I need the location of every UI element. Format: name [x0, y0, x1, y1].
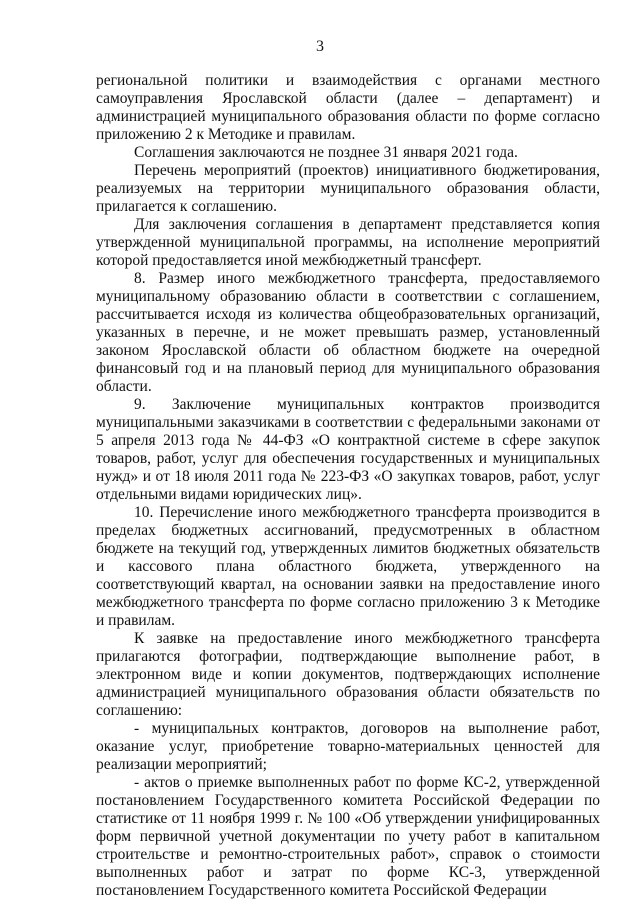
paragraph-continuation: региональной политики и взаимодействия с органами местного самоуправления Ярославской области (далее – департамент) и администрацией муниципального образования области по форме согласно приложению 2 к Методике и правилам.: [96, 72, 600, 143]
document-body: [96, 72, 600, 900]
paragraph-item-8: 8. Размер иного межбюджетного трансферта, предоставляемого муниципальному образованию области в соответствии с соглашением, рассчитывается исходя из количества общеобразовательных организаций, указанных в перечне, и не может превышать размер, установленный законом Ярославской области об областном бюджете на очередной финансовый год и на плановый период для муниципального образования области.: [96, 270, 600, 395]
paragraph-item-10: 10. Перечисление иного межбюджетного трансферта производится в пределах бюджетных ассигнований, предусмотренных в областном бюджете на текущий год, утвержденных лимитов бюджетных обязательств и кассового плана областного бюджета, утвержденного на соответствующий квартал, на основании заявки на предоставление иного межбюджетного трансферта по форме согласно приложению 3 к Методике и правилам.: [96, 504, 600, 629]
paragraph-project-list: Перечень мероприятий (проектов) инициативного бюджетирования, реализуемых на территории муниципального образования области, прилагается к соглашению.: [96, 162, 600, 215]
paragraph-application-attachments: К заявке на предоставление иного межбюджетного трансферта прилагаются фотографии, подтверждающие выполнение работ, в электронном виде и копии документов, подтверждающих исполнение администрацией муниципального образования области обязательств по соглашению:: [96, 630, 600, 719]
list-item-contracts: - муниципальных контрактов, договоров на выполнение работ, оказание услуг, приобретение товарно-материальных ценностей для реализации мероприятий;: [96, 720, 600, 773]
list-item-acts: - актов о приемке выполненных работ по форме КС-2, утвержденной постановлением Государственного комитета Российской Федерации по статистике от 11 ноября 1999 г. № 100 «Об утверждении унифицированных форм первичной учетной документации по учету работ в капитальном строительстве и ремонтно-строительных работ», справок о стоимости выполненных работ и затрат по форме КС-3, утвержденной постановлением Государственного комитета Российской Федерации: [96, 774, 600, 899]
paragraph-program-copy: Для заключения соглашения в департамент представляется копия утвержденной муниципальной программы, на исполнение мероприятий которой предоставляется иной межбюджетный трансферт.: [96, 216, 600, 269]
page-number: 3: [316, 38, 324, 55]
paragraph-item-9: 9. Заключение муниципальных контрактов производится муниципальными заказчиками в соответствии с федеральными законами от 5 апреля 2013 года № 44-ФЗ «О контрактной системе в сфере закупок товаров, работ, услуг для обеспечения государственных и муниципальных нужд» и от 18 июля 2011 года № 223-ФЗ «О закупках товаров, работ, услуг отдельными видами юридических лиц».: [96, 396, 600, 503]
paragraph-deadline: Соглашения заключаются не позднее 31 января 2021 года.: [134, 144, 518, 161]
